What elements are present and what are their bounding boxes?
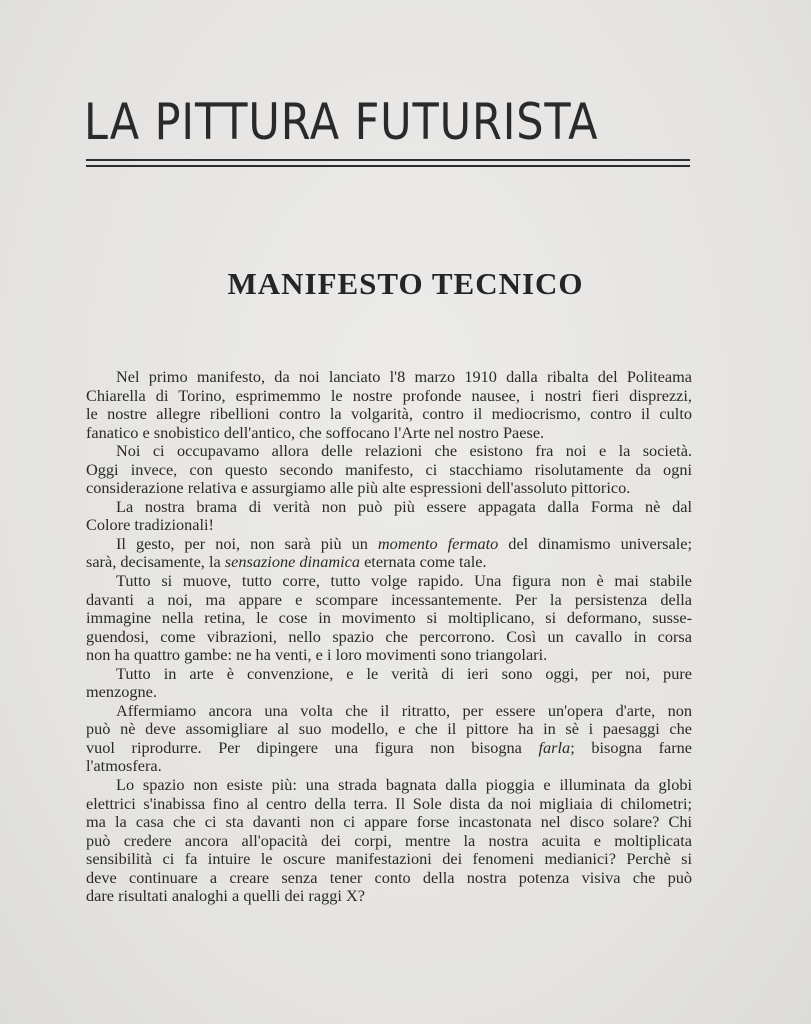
text-segment: La nostra brama di verità non può più essere appagata dalla Forma nè dal <box>116 496 692 516</box>
paragraph-line <box>86 387 692 406</box>
text-segment: ma la casa che ci sta davanti non ci appare forse incastonata nel disco solare? Chi <box>86 812 692 832</box>
paragraph-line <box>86 832 692 851</box>
text-segment: può nè deve assomigliare al suo modello, e che il pittore ha in sè i paesaggi che <box>86 719 692 739</box>
paragraph-line <box>86 720 692 739</box>
title-rule-top <box>86 159 690 161</box>
paragraph-line <box>86 479 692 498</box>
paragraph-line <box>86 813 692 832</box>
paragraph-line <box>86 776 692 795</box>
text-segment: Noi ci occupavamo allora delle relazioni che esistono fra noi e la società. <box>116 441 692 461</box>
paragraph-line <box>86 442 692 461</box>
text-segment: menzogne. <box>86 682 157 702</box>
text-segment: l'atmosfera. <box>86 756 162 776</box>
italic-text: momento fermato <box>377 533 499 553</box>
paragraph-line <box>86 628 692 647</box>
paragraph-line <box>86 424 692 443</box>
text-segment: immagine nella retina, le cose in movimento si moltiplicano, si deformano, susse- <box>86 608 692 628</box>
text-segment: considerazione relativa e assurgiamo alle più alte espressioni dell'assoluto pittorico. <box>86 478 631 498</box>
text-segment: davanti a noi, ma appare e scompare incessantemente. Per la persistenza della <box>86 589 692 609</box>
paragraph-line <box>86 887 692 906</box>
paragraph-line <box>86 591 692 610</box>
paragraph-line <box>86 646 692 665</box>
text-segment: sensibilità ci fa intuire le oscure manifestazioni dei fenomeni medianici? Perchè si <box>86 849 692 869</box>
text-segment: Il gesto, per noi, non sarà più un <box>116 533 378 553</box>
paragraph-line <box>86 683 692 702</box>
paragraph-line <box>86 405 692 424</box>
text-segment: vuol riprodurre. Per dipingere una figura non bisogna <box>86 737 539 757</box>
title-rule-bottom <box>86 165 690 167</box>
paragraph-line <box>86 795 692 814</box>
paragraph-line <box>86 739 692 758</box>
text-segment: non ha quattro gambe: ne ha venti, e i loro movimenti sono triangolari. <box>86 645 548 665</box>
text-segment: può credere ancora all'opacità dei corpi, mentre la nostra acuita e moltiplicata <box>86 830 692 850</box>
document-subtitle: MANIFESTO TECNICO <box>227 266 584 301</box>
italic-text: farla <box>538 737 571 757</box>
paragraph-line <box>86 757 692 776</box>
text-segment: Nel primo manifesto, da noi lanciato l'8 marzo 1910 dalla ribalta del Politeama <box>116 367 692 386</box>
text-segment: le nostre allegre ribellioni contro la volgarità, contro il mediocrismo, contro il culto <box>86 404 692 424</box>
text-segment: fanatico e snobistico dell'antico, che soffocano l'Arte nel nostro Paese. <box>86 422 545 442</box>
text-segment: dare risultati analoghi a quelli dei raggi X? <box>86 886 365 906</box>
text-segment: del dinamismo universale; <box>498 533 693 553</box>
document-title: LA PITTURA FUTURISTA <box>84 93 599 151</box>
text-segment: ; bisogna farne <box>570 737 693 757</box>
paragraph-line <box>86 609 692 628</box>
paragraph-line <box>86 850 692 869</box>
paragraph-line <box>86 461 692 480</box>
text-segment: Tutto si muove, tutto corre, tutto volge rapido. Una figura non è mai stabile <box>116 571 692 591</box>
text-segment: Lo spazio non esiste più: una strada bagnata dalla pioggia e illuminata da globi <box>116 775 692 795</box>
text-segment: eternata come tale. <box>360 552 487 572</box>
text-segment: sarà, decisamente, la <box>86 552 225 572</box>
text-segment: Chiarella di Torino, esprimemmo le nostre profonde nausee, i nostri fieri disprezzi, <box>86 385 692 405</box>
text-segment: elettrici s'inabissa fino al centro della terra. Il Sole dista da noi migliaia di chilometri; <box>86 793 692 813</box>
paragraph-line <box>86 869 692 888</box>
text-segment: Colore tradizionali! <box>86 515 214 535</box>
paragraph-line <box>86 498 692 517</box>
text-segment: Oggi invece, con questo secondo manifesto, ci stacchiamo risolutamente da ogni <box>86 459 692 479</box>
text-segment: Affermiamo ancora una volta che il ritratto, per essere un'opera d'arte, non <box>116 700 692 720</box>
text-segment: Tutto in arte è convenzione, e le verità di ieri sono oggi, per noi, pure <box>116 663 692 683</box>
text-segment: deve continuare a creare senza tener conto della nostra potenza visiva che può <box>86 867 692 887</box>
paragraph-line <box>86 572 692 591</box>
paragraph-line <box>86 665 692 684</box>
paragraph-line <box>86 535 692 554</box>
italic-text: sensazione dinamica <box>224 552 360 572</box>
paragraph-line <box>86 368 692 387</box>
text-segment: guendosi, come vibrazioni, nello spazio che percorrono. Così un cavallo in corsa <box>86 626 692 646</box>
paragraph-line <box>86 516 692 535</box>
document-body <box>86 368 692 906</box>
paragraph-line <box>86 702 692 721</box>
paragraph-line <box>86 553 692 572</box>
